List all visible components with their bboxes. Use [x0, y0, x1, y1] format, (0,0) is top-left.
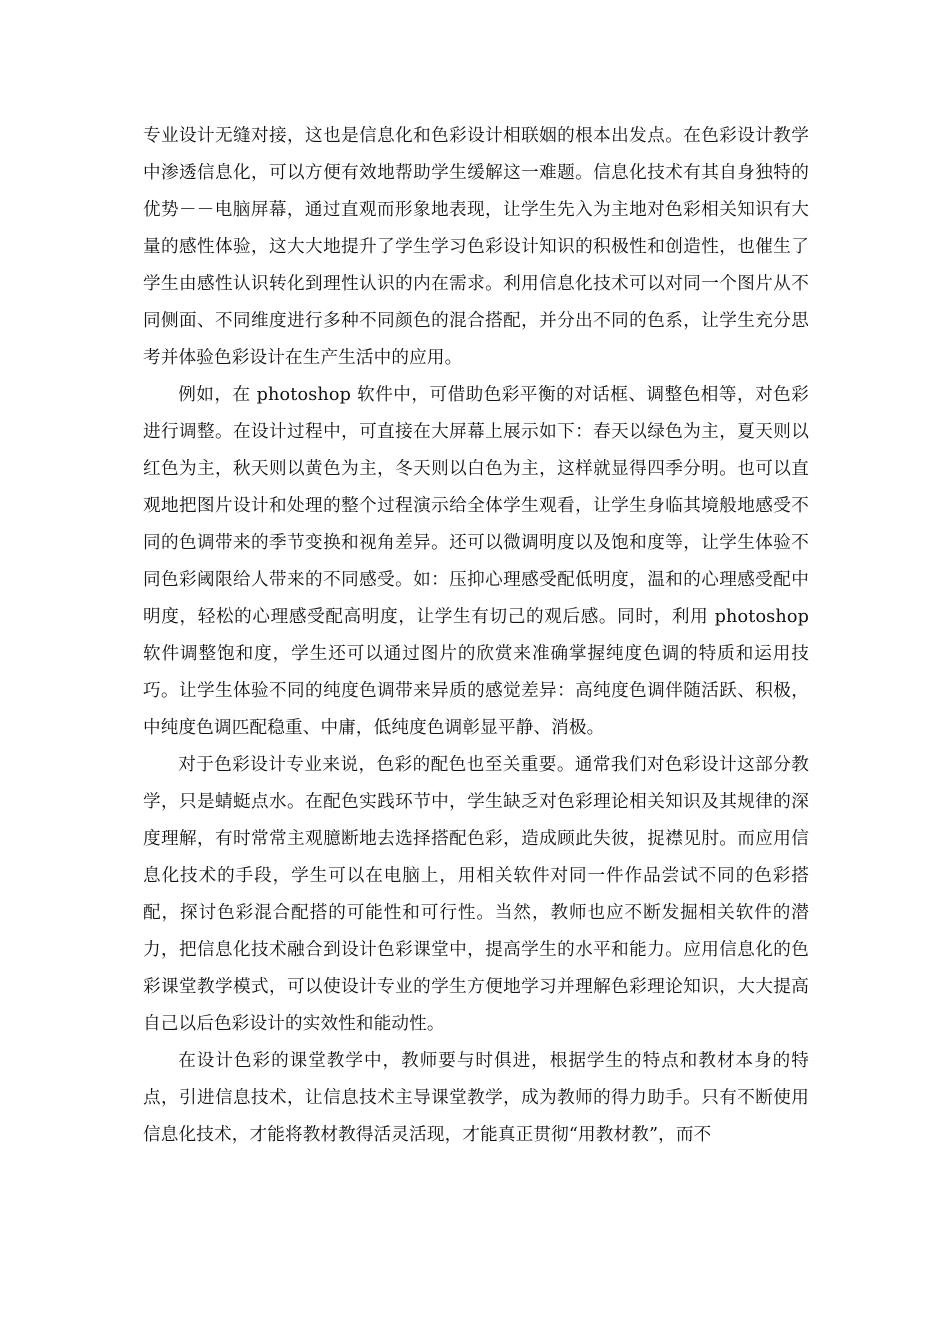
- paragraph-3: 对于色彩设计专业来说，色彩的配色也至关重要。通常我们对色彩设计这部分教学，只是蜻蜓点水。在配色实践环节中，学生缺乏对色彩理论相关知识及其规律的深度理解，有时常常主观臆断地去选择搭配色彩，造成顾此失彼，捉襟见肘。而应用信息化技术的手段，学生可以在电脑上，用相关软件对同一件作品尝试不同的色彩搭配，探讨色彩混合配搭的可能性和可行性。当然，教师也应不断发掘相关软件的潜力，把信息化技术融合到设计色彩课堂中，提高学生的水平和能力。应用信息化的色彩课堂教学模式，可以使设计专业的学生方便地学习并理解色彩理论知识，大大提高自己以后色彩设计的实效性和能动性。: [143, 755, 809, 1034]
- body-text: [143, 118, 809, 1154]
- paragraph-4: 在设计色彩的课堂教学中，教师要与时俱进，根据学生的特点和教材本身的特点，引进信息技术，让信息技术主导课堂教学，成为教师的得力助手。只有不断使用信息化技术，才能将教材教得活灵活现，才能真正贯彻“用教材教”，而不: [143, 1051, 809, 1145]
- paragraph-1: 专业设计无缝对接，这也是信息化和色彩设计相联姻的根本出发点。在色彩设计教学中渗透信息化，可以方便有效地帮助学生缓解这一难题。信息化技术有其自身独特的优势－－电脑屏幕，通过直观而形象地表现，让学生先入为主地对色彩相关知识有大量的感性体验，这大大地提升了学生学习色彩设计知识的积极性和创造性，也催生了学生由感性认识转化到理性认识的内在需求。利用信息化技术可以对同一个图片从不同侧面、不同维度进行多种不同颜色的混合搭配，并分出不同的色系，让学生充分思考并体验色彩设计在生产生活中的应用。: [143, 126, 809, 368]
- paragraph-2: 例如，在 photoshop 软件中，可借助色彩平衡的对话框、调整色相等，对色彩进行调整。在设计过程中，可直接在大屏幕上展示如下：春天以绿色为主，夏天则以红色为主，秋天则以黄色为主，冬天则以白色为主，这样就显得四季分明。也可以直观地把图片设计和处理的整个过程演示给全体学生观看，让学生身临其境般地感受不同的色调带来的季节变换和视角差异。还可以微调明度以及饱和度等，让学生体验不同色彩阈限给人带来的不同感受。如：压抑心理感受配低明度，温和的心理感受配中明度，轻松的心理感受配高明度，让学生有切己的观后感。同时，利用 photoshop 软件调整饱和度，学生还可以通过图片的欣赏来准确掌握纯度色调的特质和运用技巧。让学生体验不同的纯度色调带来异质的感觉差异：高纯度色调伴随活跃、积极，中纯度色调匹配稳重、中庸，低纯度色调彰显平静、消极。: [143, 385, 809, 738]
